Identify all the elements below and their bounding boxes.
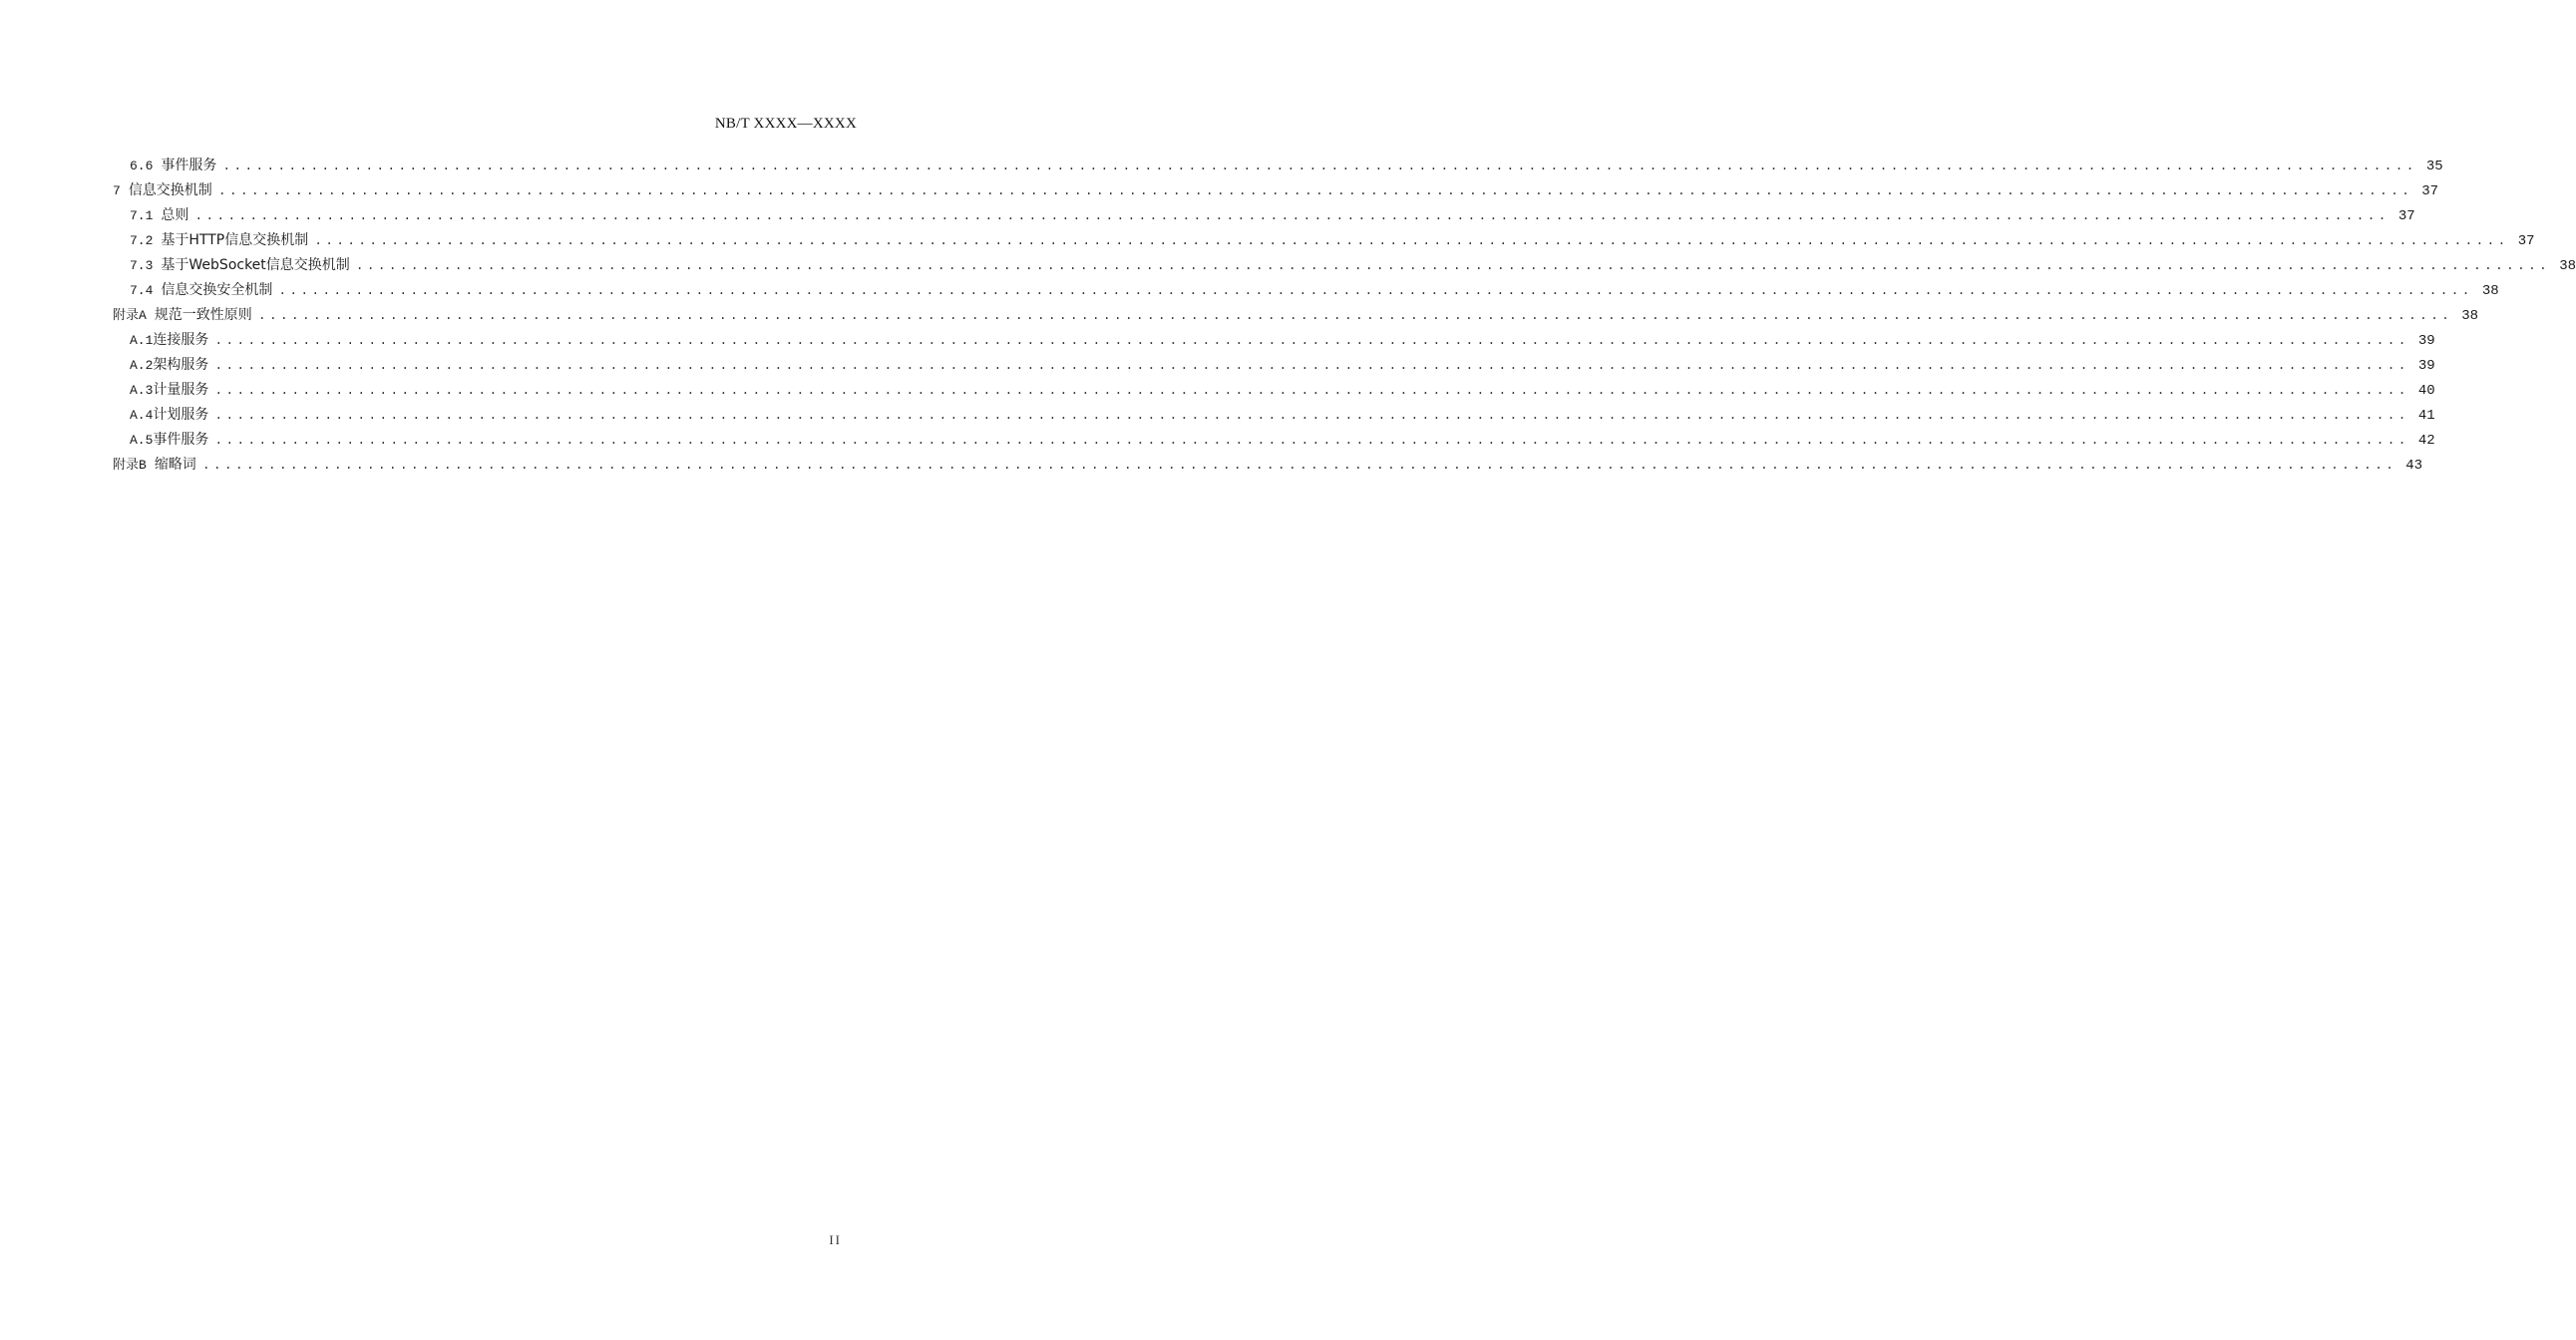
standard-code: NB/T XXXX—XXXX: [714, 116, 857, 132]
toc-dot-leader: ........................................................................................................................................................................................................: [214, 383, 2409, 398]
toc-entry-title: 缩略词: [154, 457, 196, 473]
toc-dot-leader: ........................................................................................................................................................................................................: [194, 208, 2390, 223]
toc-entry[interactable]: [113, 228, 2535, 253]
toc-entry-number: 7.3: [130, 258, 154, 273]
toc-dot-leader: ........................................................................................................................................................................................................: [214, 408, 2409, 423]
toc-dot-leader: ........................................................................................................................................................................................................: [214, 433, 2409, 448]
toc-entry-title: 信息交换安全机制: [161, 282, 273, 298]
toc-entry[interactable]: [113, 378, 2435, 403]
toc-dot-leader: ........................................................................................................................................................................................................: [222, 159, 2417, 173]
toc-entry-number: 附录A: [113, 308, 147, 323]
toc-entry-title: 信息交换机制: [128, 182, 212, 198]
toc-entry-number: 7.4: [130, 283, 154, 298]
toc-entry-page: 39: [2417, 333, 2435, 349]
toc-entry-number: A.1: [130, 333, 154, 348]
toc-entry-title: 架构服务: [153, 357, 209, 373]
toc-entry[interactable]: [113, 154, 2443, 178]
toc-entry-page: 42: [2417, 433, 2435, 449]
toc-entry-number: 7: [113, 183, 121, 198]
toc-entry-number: A.2: [130, 358, 154, 373]
toc-dot-leader: ........................................................................................................................................................................................................: [355, 258, 2551, 273]
toc-entry-title: 基于HTTP信息交换机制: [161, 232, 309, 248]
toc-entry-title: 基于WebSocket信息交换机制: [161, 257, 350, 273]
toc-entry[interactable]: [113, 203, 2415, 228]
toc-entry-title: 计划服务: [153, 407, 209, 423]
toc-dot-leader: ........................................................................................................................................................................................................: [314, 233, 2509, 248]
toc-entry-number: 7.1: [130, 208, 154, 223]
toc-entry-title: 事件服务: [161, 158, 217, 173]
toc-entry-number: 附录B: [113, 458, 147, 473]
toc-entry-page: 40: [2417, 383, 2435, 399]
toc-dot-leader: ........................................................................................................................................................................................................: [201, 458, 2397, 473]
toc-entry-page: 35: [2425, 159, 2443, 174]
toc-entry-number: A.4: [130, 408, 154, 423]
toc-entry-number: 6.6: [130, 159, 154, 173]
toc-entry-title: 连接服务: [153, 332, 209, 348]
toc-entry[interactable]: [113, 328, 2435, 353]
toc-entry[interactable]: [113, 178, 2439, 203]
toc-dot-leader: ........................................................................................................................................................................................................: [217, 183, 2413, 198]
toc-entry-title: 规范一致性原则: [154, 307, 252, 323]
toc-entry[interactable]: [113, 353, 2435, 378]
toc-entry-title: 计量服务: [153, 382, 209, 398]
toc-dot-leader: ........................................................................................................................................................................................................: [257, 308, 2453, 323]
toc-entry-page: 38: [2559, 258, 2576, 274]
toc-entry-page: 39: [2417, 358, 2435, 374]
toc-entry-page: 43: [2405, 458, 2423, 474]
toc-dot-leader: ........................................................................................................................................................................................................: [278, 283, 2473, 298]
toc-dot-leader: ........................................................................................................................................................................................................: [214, 333, 2409, 348]
toc-entry[interactable]: [113, 428, 2435, 453]
toc-entry-number: A.5: [130, 433, 154, 448]
toc-entry[interactable]: [113, 278, 2499, 303]
toc-entry-page: 38: [2481, 283, 2499, 299]
toc-entry[interactable]: [113, 253, 2576, 278]
toc-entry-title: 总则: [161, 207, 189, 223]
toc-entry-page: 37: [2397, 208, 2415, 224]
table-of-contents: [113, 154, 2576, 478]
toc-entry-number: 7.2: [130, 233, 154, 248]
toc-entry[interactable]: [113, 453, 2423, 478]
toc-entry[interactable]: [113, 403, 2435, 428]
toc-entry-page: 38: [2461, 308, 2479, 324]
toc-entry[interactable]: [113, 303, 2479, 328]
page-number: II: [829, 1232, 842, 1247]
toc-entry-page: 37: [2517, 233, 2535, 249]
toc-entry-page: 41: [2417, 408, 2435, 424]
toc-dot-leader: ........................................................................................................................................................................................................: [214, 358, 2409, 373]
toc-entry-number: A.3: [130, 383, 154, 398]
toc-entry-page: 37: [2421, 183, 2439, 199]
toc-entry-title: 事件服务: [153, 432, 209, 448]
